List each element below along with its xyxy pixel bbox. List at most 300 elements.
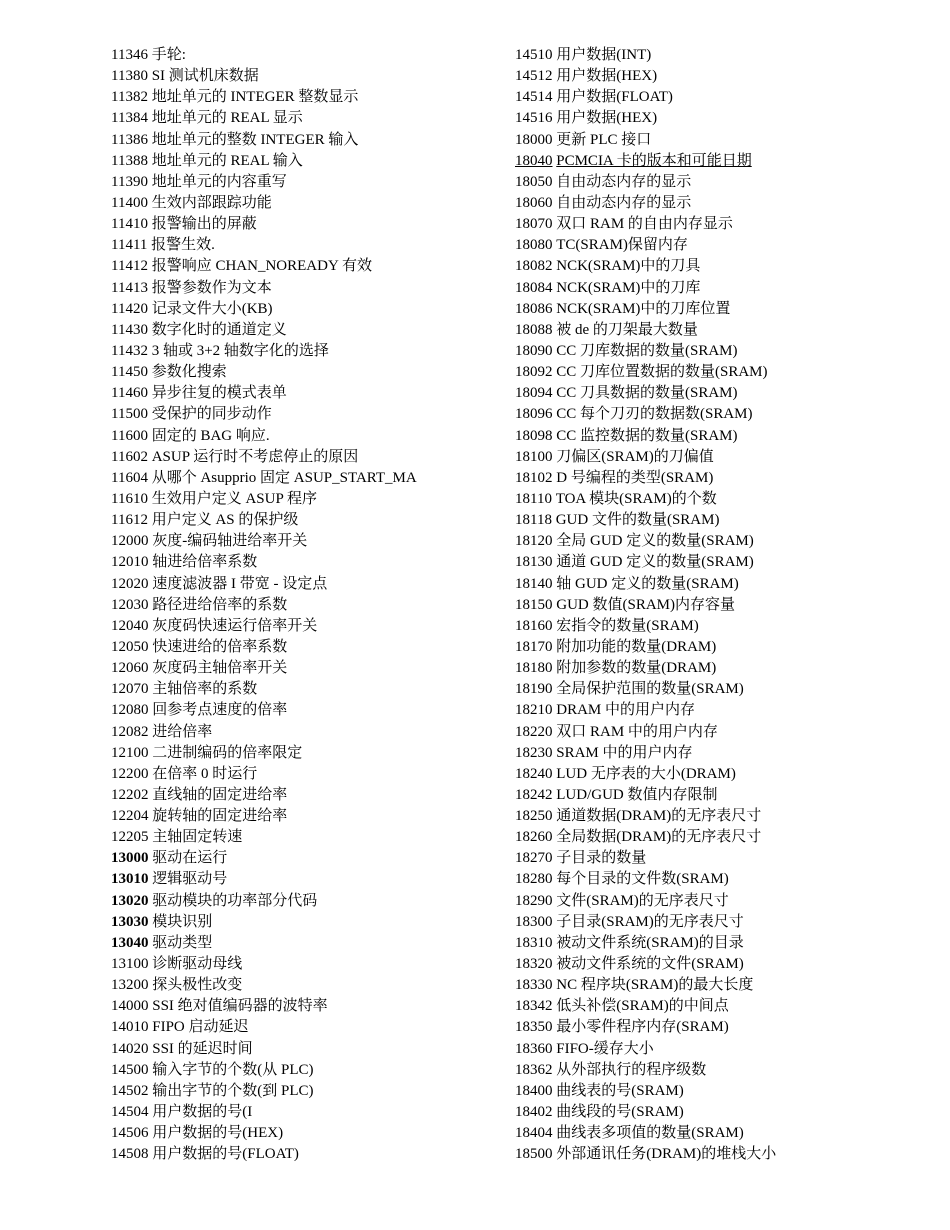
parameter-description: 子目录的数量 xyxy=(556,850,647,867)
parameter-code: 14020 xyxy=(111,1040,149,1057)
parameter-entry xyxy=(111,722,491,743)
parameter-entry xyxy=(111,996,491,1017)
parameter-entry xyxy=(111,278,491,299)
parameter-code: 18180 xyxy=(515,660,553,677)
parameter-entry xyxy=(515,235,895,256)
parameter-code: 18362 xyxy=(515,1061,553,1078)
parameter-code: 18100 xyxy=(515,448,553,465)
parameter-entry xyxy=(515,45,895,66)
parameter-code: 18270 xyxy=(515,850,553,867)
parameter-description: 被 de 的刀架最大数量 xyxy=(556,321,698,338)
parameter-entry xyxy=(111,785,491,806)
parameter-code: 18230 xyxy=(515,744,553,761)
parameter-entry xyxy=(111,764,491,785)
parameter-description: ASUP 运行时不考虑停止的原因 xyxy=(151,448,359,465)
parameter-description: 驱动在运行 xyxy=(152,850,228,867)
parameter-entry xyxy=(111,595,491,616)
parameter-code: 12204 xyxy=(111,808,149,825)
parameter-description: 全局数据(DRAM)的无序表尺寸 xyxy=(556,829,762,846)
parameter-description: 地址单元的整数 INTEGER 输入 xyxy=(151,131,359,148)
parameter-description: 报警参数作为文本 xyxy=(151,279,272,296)
parameter-code: 18086 xyxy=(515,300,553,317)
parameter-description: CC 刀具数据的数量(SRAM) xyxy=(556,385,738,402)
parameter-code: 18500 xyxy=(515,1146,553,1163)
parameter-entry xyxy=(111,616,491,637)
parameter-description: 曲线表多项值的数量(SRAM) xyxy=(556,1125,744,1142)
parameter-description: NCK(SRAM)中的刀库 xyxy=(556,279,701,296)
parameter-code: 18190 xyxy=(515,681,553,698)
parameter-description: 报警生效. xyxy=(151,237,215,254)
parameter-code: 12020 xyxy=(111,575,149,592)
parameter-entry xyxy=(111,45,491,66)
parameter-code: 14500 xyxy=(111,1061,149,1078)
parameter-description: SRAM 中的用户内存 xyxy=(556,744,693,761)
parameter-entry xyxy=(515,130,895,151)
parameter-code: 13020 xyxy=(111,892,149,909)
parameter-description: 灰度码主轴倍率开关 xyxy=(152,660,288,677)
parameter-code: 11413 xyxy=(111,279,148,296)
parameter-entry xyxy=(515,362,895,383)
parameter-code: 11388 xyxy=(111,152,148,169)
parameter-entry xyxy=(111,1039,491,1060)
parameter-description: 最小零件程序内存(SRAM) xyxy=(556,1019,729,1036)
parameter-description: GUD 数值(SRAM)内存容量 xyxy=(556,596,736,613)
parameter-description: 速度滤波器 I 带宽 - 设定点 xyxy=(152,575,328,592)
parameter-entry xyxy=(111,383,491,404)
parameter-description: 用户数据(FLOAT) xyxy=(556,89,673,106)
parameter-description: 记录文件大小(KB) xyxy=(151,300,273,317)
parameter-description: FIFO-缓存大小 xyxy=(556,1040,654,1057)
parameter-description: 用户定义 AS 的保护级 xyxy=(151,512,299,529)
parameter-description: 从外部执行的程序级数 xyxy=(556,1061,707,1078)
parameter-description: 通道 GUD 定义的数量(SRAM) xyxy=(556,554,754,571)
parameter-code: 11500 xyxy=(111,406,148,423)
parameter-code: 18160 xyxy=(515,617,553,634)
parameter-entry xyxy=(111,891,491,912)
parameter-entry xyxy=(515,1102,895,1123)
parameter-entry xyxy=(111,426,491,447)
parameter-description: NCK(SRAM)中的刀具 xyxy=(556,258,701,275)
parameter-entry xyxy=(111,806,491,827)
parameter-description: SI 测试机床数据 xyxy=(151,68,259,85)
parameter-code: 11382 xyxy=(111,89,148,106)
parameter-entry xyxy=(515,1081,895,1102)
parameter-description: 探头极性改变 xyxy=(152,977,243,994)
parameter-entry xyxy=(515,869,895,890)
parameter-description: 异步往复的模式表单 xyxy=(151,385,287,402)
parameter-description: 数字化时的通道定义 xyxy=(151,321,287,338)
parameter-code: 18320 xyxy=(515,956,553,973)
parameter-entry xyxy=(515,341,895,362)
parameter-description: LUD 无序表的大小(DRAM) xyxy=(556,765,736,782)
parameter-code: 12202 xyxy=(111,786,149,803)
parameter-entry xyxy=(111,975,491,996)
parameter-description: 地址单元的内容重写 xyxy=(151,173,287,190)
parameter-code: 14504 xyxy=(111,1104,149,1121)
parameter-description: LUD/GUD 数值内存限制 xyxy=(556,786,718,803)
parameter-description: CC 刀库数据的数量(SRAM) xyxy=(556,342,738,359)
parameter-code: 18130 xyxy=(515,554,553,571)
parameter-entry xyxy=(515,1017,895,1038)
parameter-code: 11460 xyxy=(111,385,148,402)
parameter-description: 地址单元的 REAL 显示 xyxy=(151,110,303,127)
parameter-description: SSI 绝对值编码器的波特率 xyxy=(152,998,328,1015)
parameter-entry xyxy=(515,700,895,721)
parameter-description: 全局 GUD 定义的数量(SRAM) xyxy=(556,533,754,550)
parameter-code: 18092 xyxy=(515,364,553,381)
parameter-code: 11380 xyxy=(111,68,148,85)
parameter-entry xyxy=(111,66,491,87)
parameter-code: 12082 xyxy=(111,723,149,740)
parameter-description: 曲线段的号(SRAM) xyxy=(556,1104,684,1121)
parameter-entry xyxy=(515,827,895,848)
parameter-entry xyxy=(111,108,491,129)
parameter-code: 14000 xyxy=(111,998,149,1015)
parameter-entry xyxy=(515,256,895,277)
parameter-code: 18094 xyxy=(515,385,553,402)
parameter-entry xyxy=(515,552,895,573)
parameter-description: 受保护的同步动作 xyxy=(151,406,272,423)
parameter-description: 自由动态内存的显示 xyxy=(556,194,692,211)
parameter-code: 12060 xyxy=(111,660,149,677)
parameter-code: 18050 xyxy=(515,173,553,190)
parameter-entry xyxy=(515,743,895,764)
parameter-code: 11400 xyxy=(111,194,148,211)
parameter-code: 13100 xyxy=(111,956,149,973)
parameter-description: 旋转轴的固定进给率 xyxy=(152,808,288,825)
parameter-entry xyxy=(515,616,895,637)
parameter-code: 11346 xyxy=(111,47,148,63)
parameter-description: 低头补偿(SRAM)的中间点 xyxy=(556,998,729,1015)
parameter-code: 18080 xyxy=(515,237,553,254)
parameter-description: 每个目录的文件数(SRAM) xyxy=(556,871,729,888)
parameter-code: 18110 xyxy=(515,490,552,507)
parameter-description: 驱动模块的功率部分代码 xyxy=(152,892,318,909)
parameter-description: 诊断驱动母线 xyxy=(152,956,243,973)
parameter-code: 13200 xyxy=(111,977,149,994)
parameter-entry xyxy=(111,1017,491,1038)
parameter-code: 14510 xyxy=(515,47,553,63)
parameter-code: 11390 xyxy=(111,173,148,190)
parameter-description: 路径进给倍率的系数 xyxy=(152,596,288,613)
parameter-description: 附加参数的数量(DRAM) xyxy=(556,660,717,677)
parameter-entry xyxy=(111,447,491,468)
parameter-code: 18280 xyxy=(515,871,553,888)
parameter-description: 从哪个 Asupprio 固定 ASUP_START_MA xyxy=(151,469,417,486)
parameter-description: 逻辑驱动号 xyxy=(152,871,228,888)
parameter-description: FIPO 启动延迟 xyxy=(152,1019,249,1036)
parameter-description: 用户数据的号(FLOAT) xyxy=(152,1146,299,1163)
parameter-entry xyxy=(111,574,491,595)
parameter-description: 模块识别 xyxy=(152,913,213,930)
parameter-code: 14506 xyxy=(111,1125,149,1142)
parameter-code: 11420 xyxy=(111,300,148,317)
parameter-description: 生效内部跟踪功能 xyxy=(151,194,272,211)
parameter-code: 11410 xyxy=(111,216,148,233)
parameter-code: 11600 xyxy=(111,427,148,444)
parameter-code: 13040 xyxy=(111,934,149,951)
parameter-code: 12030 xyxy=(111,596,149,613)
parameter-description: 驱动类型 xyxy=(152,934,213,951)
parameter-entry xyxy=(111,827,491,848)
parameter-description: 双口 RAM 的自由内存显示 xyxy=(556,216,733,233)
parameter-entry xyxy=(515,193,895,214)
right-column xyxy=(515,45,895,1165)
parameter-entry xyxy=(515,87,895,108)
parameter-description: 输出字节的个数(到 PLC) xyxy=(152,1082,314,1099)
parameter-code: 18210 xyxy=(515,702,553,719)
parameter-entry xyxy=(111,658,491,679)
parameter-entry xyxy=(111,87,491,108)
parameter-entry xyxy=(515,426,895,447)
parameter-code: 13010 xyxy=(111,871,149,888)
parameter-entry xyxy=(515,848,895,869)
parameter-code: 12205 xyxy=(111,829,149,846)
parameter-code: 14516 xyxy=(515,110,553,127)
parameter-description: 报警响应 CHAN_NOREADY 有效 xyxy=(151,258,372,275)
parameter-entry xyxy=(515,722,895,743)
parameter-entry xyxy=(111,1060,491,1081)
parameter-description: 用户数据的号(I xyxy=(152,1104,253,1121)
parameter-entry xyxy=(111,637,491,658)
parameter-code: 18088 xyxy=(515,321,553,338)
parameter-entry xyxy=(515,214,895,235)
parameter-code: 14512 xyxy=(515,68,553,85)
parameter-entry xyxy=(515,637,895,658)
parameter-entry xyxy=(111,362,491,383)
parameter-code: 18300 xyxy=(515,913,553,930)
parameter-description: 生效用户定义 ASUP 程序 xyxy=(151,490,317,507)
parameter-code: 14514 xyxy=(515,89,553,106)
parameter-code: 18150 xyxy=(515,596,553,613)
parameter-description: CC 监控数据的数量(SRAM) xyxy=(556,427,738,444)
parameter-description: DRAM 中的用户内存 xyxy=(556,702,696,719)
parameter-code: 18330 xyxy=(515,977,553,994)
parameter-entry xyxy=(515,489,895,510)
parameter-entry xyxy=(515,1039,895,1060)
parameter-description: D 号编程的类型(SRAM) xyxy=(556,469,714,486)
parameter-description: 附加功能的数量(DRAM) xyxy=(556,638,717,655)
parameter-entry xyxy=(111,320,491,341)
parameter-code: 12010 xyxy=(111,554,149,571)
parameter-description: 快速进给的倍率系数 xyxy=(152,638,288,655)
parameter-entry xyxy=(515,891,895,912)
parameter-description: 报警输出的屏蔽 xyxy=(151,216,257,233)
parameter-code: 18096 xyxy=(515,406,553,423)
parameter-code: 18250 xyxy=(515,808,553,825)
parameter-entry xyxy=(111,510,491,531)
parameter-code: 18404 xyxy=(515,1125,553,1142)
parameter-description: 用户数据(INT) xyxy=(556,47,652,63)
parameter-code: 12070 xyxy=(111,681,149,698)
parameter-entry xyxy=(111,151,491,172)
parameter-description: 轴 GUD 定义的数量(SRAM) xyxy=(556,575,739,592)
parameter-code: 11432 xyxy=(111,342,148,359)
parameter-code: 18220 xyxy=(515,723,553,740)
parameter-entry xyxy=(515,510,895,531)
parameter-entry xyxy=(111,933,491,954)
parameter-code: 18000 xyxy=(515,131,553,148)
parameter-description: 进给倍率 xyxy=(152,723,213,740)
parameter-entry xyxy=(111,848,491,869)
parameter-code: 11384 xyxy=(111,110,148,127)
parameter-description: 被动文件系统(SRAM)的目录 xyxy=(556,934,744,951)
parameter-description: 双口 RAM 中的用户内存 xyxy=(556,723,718,740)
parameter-description: 自由动态内存的显示 xyxy=(556,173,692,190)
parameter-code: 18120 xyxy=(515,533,553,550)
parameter-code: 18260 xyxy=(515,829,553,846)
parameter-entry xyxy=(515,785,895,806)
parameter-description: 地址单元的 INTEGER 整数显示 xyxy=(151,89,359,106)
parameter-description: 地址单元的 REAL 输入 xyxy=(151,152,303,169)
parameter-entry xyxy=(111,1102,491,1123)
parameter-code: 18140 xyxy=(515,575,553,592)
parameter-description: 主轴倍率的系数 xyxy=(152,681,258,698)
parameter-description: 外部通讯任务(DRAM)的堆栈大小 xyxy=(556,1146,777,1163)
parameter-description: 在倍率 0 时运行 xyxy=(152,765,258,782)
parameter-code: 12050 xyxy=(111,638,149,655)
parameter-entry xyxy=(111,1081,491,1102)
parameter-description: 用户数据的号(HEX) xyxy=(152,1125,284,1142)
parameter-code: 12080 xyxy=(111,702,149,719)
parameter-description: NCK(SRAM)中的刀库位置 xyxy=(556,300,731,317)
parameter-description: 灰度-编码轴进给率开关 xyxy=(152,533,308,550)
parameter-code: 18040 xyxy=(515,152,553,169)
parameter-code: 18090 xyxy=(515,342,553,359)
parameter-description: TOA 模块(SRAM)的个数 xyxy=(555,490,717,507)
parameter-entry xyxy=(111,954,491,975)
parameter-code: 11612 xyxy=(111,512,148,529)
parameter-code: 11411 xyxy=(111,237,148,254)
parameter-entry xyxy=(111,404,491,425)
parameter-entry xyxy=(515,447,895,468)
parameter-entry xyxy=(515,996,895,1017)
parameter-code: 18360 xyxy=(515,1040,553,1057)
parameter-description: GUD 文件的数量(SRAM) xyxy=(555,512,720,529)
parameter-description: 子目录(SRAM)的无序表尺寸 xyxy=(556,913,744,930)
parameter-description: 二进制编码的倍率限定 xyxy=(152,744,303,761)
parameter-entry xyxy=(515,595,895,616)
parameter-entry xyxy=(515,299,895,320)
parameter-description: 轴进给倍率系数 xyxy=(152,554,258,571)
parameter-description: 全局保护范围的数量(SRAM) xyxy=(556,681,744,698)
parameter-description: 3 轴或 3+2 轴数字化的选择 xyxy=(151,342,329,359)
parameter-entry xyxy=(515,679,895,700)
parameter-entry xyxy=(515,954,895,975)
parameter-description: 被动文件系统的文件(SRAM) xyxy=(556,956,744,973)
parameter-description: 灰度码快速运行倍率开关 xyxy=(152,617,318,634)
parameter-entry xyxy=(111,743,491,764)
parameter-entry xyxy=(515,172,895,193)
parameter-entry xyxy=(515,975,895,996)
parameter-code: 18170 xyxy=(515,638,553,655)
parameter-entry xyxy=(111,700,491,721)
parameter-description: TC(SRAM)保留内存 xyxy=(556,237,688,254)
parameter-code: 18098 xyxy=(515,427,553,444)
parameter-description: 参数化搜索 xyxy=(151,364,227,381)
parameter-description: 用户数据(HEX) xyxy=(556,68,658,85)
parameter-entry xyxy=(515,1123,895,1144)
parameter-entry xyxy=(111,1144,491,1165)
parameter-entry xyxy=(111,531,491,552)
parameter-entry xyxy=(111,193,491,214)
parameter-description: 刀偏区(SRAM)的刀偏值 xyxy=(556,448,714,465)
parameter-entry xyxy=(515,108,895,129)
parameter-entry xyxy=(111,679,491,700)
parameter-code: 18342 xyxy=(515,998,553,1015)
parameter-description: 用户数据(HEX) xyxy=(556,110,658,127)
parameter-entry xyxy=(515,1060,895,1081)
parameter-code: 18060 xyxy=(515,194,553,211)
parameter-entry xyxy=(515,531,895,552)
parameter-entry xyxy=(111,299,491,320)
parameter-code: 14508 xyxy=(111,1146,149,1163)
parameter-entry xyxy=(111,489,491,510)
parameter-entry xyxy=(111,172,491,193)
parameter-code: 11386 xyxy=(111,131,148,148)
parameter-entry xyxy=(515,764,895,785)
parameter-code: 18400 xyxy=(515,1082,553,1099)
parameter-description: 宏指令的数量(SRAM) xyxy=(556,617,699,634)
parameter-code: 18240 xyxy=(515,765,553,782)
parameter-description: SSI 的延迟时间 xyxy=(152,1040,253,1057)
parameter-description: 曲线表的号(SRAM) xyxy=(556,1082,684,1099)
parameter-code: 11450 xyxy=(111,364,148,381)
parameter-description: 通道数据(DRAM)的无序表尺寸 xyxy=(556,808,762,825)
parameter-entry xyxy=(515,278,895,299)
parameter-code: 18310 xyxy=(515,934,553,951)
parameter-entry xyxy=(515,658,895,679)
parameter-code: 18102 xyxy=(515,469,553,486)
parameter-entry xyxy=(111,468,491,489)
parameter-entry xyxy=(515,933,895,954)
parameter-entry xyxy=(111,552,491,573)
parameter-code: 14010 xyxy=(111,1019,149,1036)
parameter-description: 更新 PLC 接口 xyxy=(556,131,652,148)
parameter-code: 18082 xyxy=(515,258,553,275)
parameter-entry xyxy=(111,1123,491,1144)
parameter-description: 文件(SRAM)的无序表尺寸 xyxy=(556,892,729,909)
parameter-entry xyxy=(515,404,895,425)
parameter-code: 12000 xyxy=(111,533,149,550)
parameter-description: 输入字节的个数(从 PLC) xyxy=(152,1061,314,1078)
parameter-description: 主轴固定转速 xyxy=(152,829,243,846)
parameter-entry xyxy=(111,869,491,890)
parameter-code: 18070 xyxy=(515,216,553,233)
left-column xyxy=(111,45,491,1165)
parameter-entry xyxy=(111,130,491,151)
parameter-entry xyxy=(515,320,895,341)
parameter-entry xyxy=(111,256,491,277)
parameter-entry xyxy=(111,235,491,256)
parameter-entry xyxy=(515,151,895,172)
parameter-entry xyxy=(515,468,895,489)
parameter-entry xyxy=(515,574,895,595)
parameter-code: 18290 xyxy=(515,892,553,909)
parameter-code: 18350 xyxy=(515,1019,553,1036)
parameter-code: 18084 xyxy=(515,279,553,296)
parameter-description: NC 程序块(SRAM)的最大长度 xyxy=(556,977,754,994)
parameter-entry xyxy=(515,66,895,87)
parameter-description: 直线轴的固定进给率 xyxy=(152,786,288,803)
parameter-code: 11412 xyxy=(111,258,148,275)
parameter-code: 13000 xyxy=(111,850,149,867)
parameter-code: 13030 xyxy=(111,913,149,930)
parameter-entry xyxy=(111,214,491,235)
parameter-description: PCMCIA 卡的版本和可能日期 xyxy=(556,152,752,169)
parameter-entry xyxy=(111,341,491,362)
parameter-code: 11602 xyxy=(111,448,148,465)
